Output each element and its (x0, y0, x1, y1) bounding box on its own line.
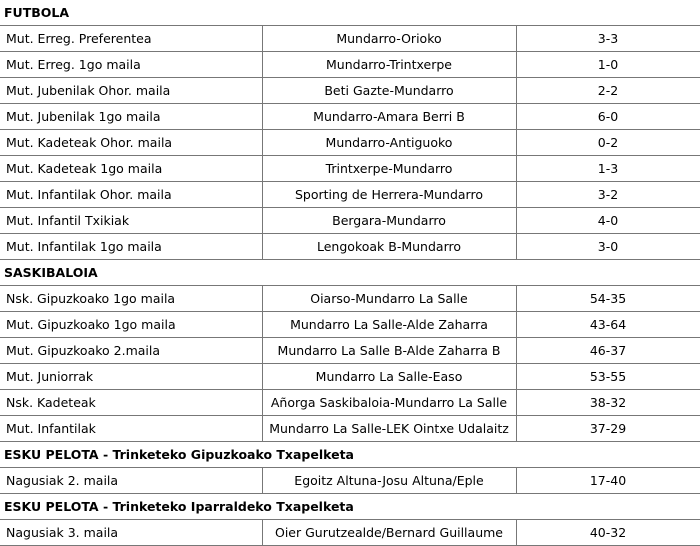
category-cell: Nsk. Gipuzkoako 1go maila (0, 286, 262, 312)
section-header-esku-pelota-gipuzkoa (0, 442, 700, 468)
section-title: ESKU PELOTA - Trinketeko Gipuzkoako Txapelketa (0, 442, 700, 468)
table-row (0, 182, 700, 208)
score-cell: 17-40 (516, 468, 700, 494)
section-title: SASKIBALOIA (0, 260, 700, 286)
score-cell: 40-32 (516, 520, 700, 546)
category-cell: Mut. Erreg. Preferentea (0, 26, 262, 52)
table-row (0, 130, 700, 156)
score-cell: 0-2 (516, 130, 700, 156)
table-row (0, 468, 700, 494)
table-row (0, 286, 700, 312)
match-cell: Mundarro La Salle B-Alde Zaharra B (262, 338, 516, 364)
category-cell: Mut. Infantilak Ohor. maila (0, 182, 262, 208)
match-cell: Mundarro La Salle-Easo (262, 364, 516, 390)
match-cell: Oier Gurutzealde/Bernard Guillaume (262, 520, 516, 546)
category-cell: Mut. Jubenilak Ohor. maila (0, 78, 262, 104)
section-header-esku-pelota-iparralde (0, 494, 700, 520)
category-cell: Mut. Infantilak (0, 416, 262, 442)
table-row (0, 78, 700, 104)
section-title: ESKU PELOTA - Trinketeko Iparraldeko Txapelketa (0, 494, 700, 520)
category-cell: Mut. Gipuzkoako 1go maila (0, 312, 262, 338)
score-cell: 37-29 (516, 416, 700, 442)
match-cell: Lengokoak B-Mundarro (262, 234, 516, 260)
section-header-saskibaloia (0, 260, 700, 286)
category-cell: Mut. Kadeteak Ohor. maila (0, 130, 262, 156)
category-cell: Nsk. Kadeteak (0, 390, 262, 416)
category-cell: Nagusiak 2. maila (0, 468, 262, 494)
score-cell: 3-3 (516, 26, 700, 52)
match-cell: Mundarro La Salle-LEK Ointxe Udalaitz (262, 416, 516, 442)
match-cell: Mundarro-Trintxerpe (262, 52, 516, 78)
score-cell: 4-0 (516, 208, 700, 234)
match-cell: Mundarro-Orioko (262, 26, 516, 52)
score-cell: 53-55 (516, 364, 700, 390)
table-row (0, 390, 700, 416)
match-cell: Mundarro-Amara Berri B (262, 104, 516, 130)
score-cell: 43-64 (516, 312, 700, 338)
score-cell: 3-0 (516, 234, 700, 260)
match-cell: Sporting de Herrera-Mundarro (262, 182, 516, 208)
table-row (0, 520, 700, 546)
table-row (0, 52, 700, 78)
table-row (0, 338, 700, 364)
category-cell: Mut. Infantil Txikiak (0, 208, 262, 234)
match-cell: Egoitz Altuna-Josu Altuna/Eple (262, 468, 516, 494)
category-cell: Mut. Kadeteak 1go maila (0, 156, 262, 182)
table-row (0, 156, 700, 182)
table-row (0, 416, 700, 442)
score-cell: 54-35 (516, 286, 700, 312)
score-cell: 46-37 (516, 338, 700, 364)
match-cell: Mundarro La Salle-Alde Zaharra (262, 312, 516, 338)
category-cell: Mut. Erreg. 1go maila (0, 52, 262, 78)
table-row (0, 104, 700, 130)
table-row (0, 208, 700, 234)
score-cell: 6-0 (516, 104, 700, 130)
match-cell: Beti Gazte-Mundarro (262, 78, 516, 104)
match-cell: Oiarso-Mundarro La Salle (262, 286, 516, 312)
section-title: FUTBOLA (0, 0, 700, 26)
table-row (0, 234, 700, 260)
table-row (0, 312, 700, 338)
score-cell: 1-3 (516, 156, 700, 182)
score-cell: 1-0 (516, 52, 700, 78)
category-cell: Mut. Juniorrak (0, 364, 262, 390)
category-cell: Nagusiak 3. maila (0, 520, 262, 546)
match-cell: Mundarro-Antiguoko (262, 130, 516, 156)
category-cell: Mut. Infantilak 1go maila (0, 234, 262, 260)
match-cell: Añorga Saskibaloia-Mundarro La Salle (262, 390, 516, 416)
category-cell: Mut. Jubenilak 1go maila (0, 104, 262, 130)
table-row (0, 26, 700, 52)
score-cell: 38-32 (516, 390, 700, 416)
match-cell: Trintxerpe-Mundarro (262, 156, 516, 182)
section-header-futbola (0, 0, 700, 26)
score-cell: 3-2 (516, 182, 700, 208)
table-row (0, 364, 700, 390)
category-cell: Mut. Gipuzkoako 2.maila (0, 338, 262, 364)
match-cell: Bergara-Mundarro (262, 208, 516, 234)
score-cell: 2-2 (516, 78, 700, 104)
